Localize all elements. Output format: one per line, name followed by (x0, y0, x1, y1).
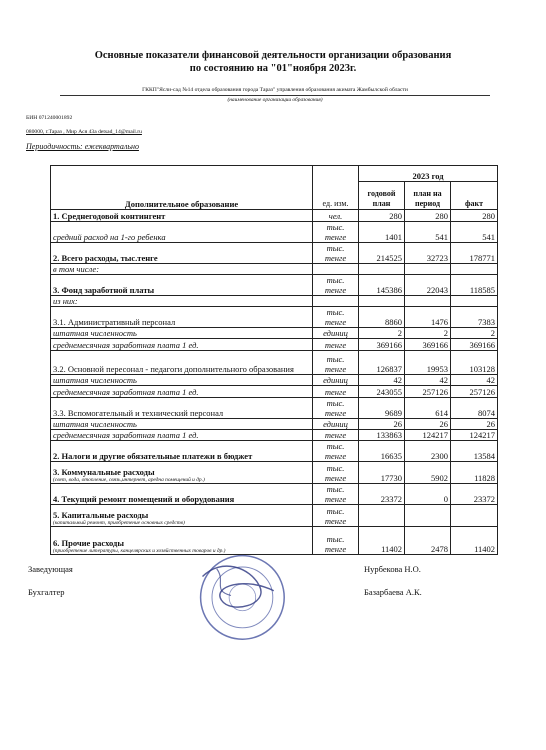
row-name: 5. Капитальные расходы (53, 509, 149, 520)
header-plan-year: годовой план (359, 182, 405, 210)
table-row (51, 243, 498, 264)
row-fact-value: 8074 (451, 398, 498, 419)
row-name: штатная численность (53, 375, 137, 385)
row-label (51, 339, 313, 351)
table-row (51, 484, 498, 505)
address-line: 080000, г.Тараз , Мир Ася 43а detsad_14@mail.ru (26, 129, 142, 135)
row-unit: тыс. тенге (313, 462, 359, 484)
financial-table (50, 165, 498, 555)
row-period-value: 280 (405, 210, 451, 222)
row-fact-value: 23372 (451, 484, 498, 505)
accountant-name: Базарбаева А.К. (364, 587, 422, 597)
row-fact-value: 124217 (451, 430, 498, 441)
table-row (51, 328, 498, 339)
table-row (51, 375, 498, 386)
row-plan-value: 42 (359, 375, 405, 386)
header-year: 2023 год (359, 166, 498, 182)
row-name: 1. Среднегодовой контингент (53, 211, 166, 221)
table-row (51, 264, 498, 275)
row-name: средний расход на 1-го ребенка (53, 232, 166, 242)
row-plan-value: 11402 (359, 527, 405, 555)
row-label (51, 210, 313, 222)
row-period-value: 42 (405, 375, 451, 386)
header-unit: ед. изм. (313, 166, 359, 210)
row-fact-value: 541 (451, 222, 498, 243)
row-plan-value: 17730 (359, 462, 405, 484)
table-row (51, 386, 498, 398)
row-period-value: 26 (405, 419, 451, 430)
row-fact-value: 103128 (451, 351, 498, 375)
row-unit: тыс. тенге (313, 484, 359, 505)
row-unit: единиц (313, 328, 359, 339)
row-label (51, 386, 313, 398)
row-name: 3.1. Административный персонал (53, 317, 176, 327)
row-name: 3.2. Основной пересонал - педагоги дополнительного образования (53, 364, 294, 374)
row-label (51, 419, 313, 430)
row-unit: единиц (313, 419, 359, 430)
table-row (51, 398, 498, 419)
row-period-value: 257126 (405, 386, 451, 398)
periodicity-label: Периодичность: ежеквартально (26, 142, 139, 151)
row-unit: тыс. тенге (313, 351, 359, 375)
row-plan-value: 1401 (359, 222, 405, 243)
organization-name: ГККП"Ясли-сад №14 отдела образования города Тараз" управления образования акимата Жамбылской области (60, 87, 490, 96)
row-plan-value (359, 264, 405, 275)
row-name: среднемесячная заработная плата 1 ед. (53, 340, 199, 350)
row-plan-value: 214525 (359, 243, 405, 264)
row-period-value: 369166 (405, 339, 451, 351)
row-name: штатная численность (53, 419, 137, 429)
row-period-value: 5902 (405, 462, 451, 484)
row-label (51, 351, 313, 375)
row-name: 4. Текущий ремонт помещений и оборудования (53, 494, 235, 504)
row-period-value: 2 (405, 328, 451, 339)
row-label (51, 430, 313, 441)
row-note: (капитальный ремонт, приобретение основных средств) (53, 519, 185, 526)
row-period-value (405, 505, 451, 527)
row-label (51, 328, 313, 339)
row-note: (свет, вода, отопление, связь,интернет, аредна помещений и др.) (53, 476, 205, 483)
row-period-value: 19953 (405, 351, 451, 375)
row-plan-value: 16635 (359, 441, 405, 462)
row-period-value: 1476 (405, 307, 451, 328)
header-plan-period: план на период (405, 182, 451, 210)
table-row (51, 339, 498, 351)
row-period-value (405, 264, 451, 275)
row-fact-value: 11402 (451, 527, 498, 555)
row-label (51, 441, 313, 462)
bin-number: БИН 071240001892 (26, 115, 73, 121)
row-name: 3. Фонд заработной платы (53, 285, 155, 295)
table-row (51, 419, 498, 430)
row-plan-value: 145386 (359, 275, 405, 296)
row-plan-value: 26 (359, 419, 405, 430)
row-plan-value: 243055 (359, 386, 405, 398)
row-unit: тенге (313, 430, 359, 441)
row-unit: единиц (313, 375, 359, 386)
row-unit: чел. (313, 210, 359, 222)
row-fact-value: 369166 (451, 339, 498, 351)
row-unit: тыс. тенге (313, 398, 359, 419)
head-title: Заведующая (28, 564, 73, 574)
row-fact-value: 118585 (451, 275, 498, 296)
table-row (51, 505, 498, 527)
row-period-value: 22043 (405, 275, 451, 296)
row-plan-value: 9689 (359, 398, 405, 419)
row-fact-value: 42 (451, 375, 498, 386)
row-unit: тенге (313, 386, 359, 398)
table-row (51, 307, 498, 328)
row-label (51, 505, 313, 527)
row-fact-value (451, 505, 498, 527)
row-name: 2. Налоги и другие обязательные платежи в бюджет (53, 451, 253, 461)
row-name: в том числе: (53, 264, 100, 274)
row-name: 6. Прочие расходы (53, 537, 124, 548)
row-plan-value: 126837 (359, 351, 405, 375)
table-row (51, 296, 498, 307)
table-row (51, 441, 498, 462)
row-name: 3.3. Вспомогательный и технический персонал (53, 408, 224, 418)
row-plan-value (359, 296, 405, 307)
table-row (51, 351, 498, 375)
row-plan-value: 2 (359, 328, 405, 339)
row-label (51, 275, 313, 296)
row-unit: тенге (313, 339, 359, 351)
row-label (51, 375, 313, 386)
table-row (51, 275, 498, 296)
row-note: (приобретение литературы, канцелярских и хозяйственных товаров и др.) (53, 547, 226, 554)
row-period-value: 0 (405, 484, 451, 505)
table-row (51, 462, 498, 484)
row-unit: тыс. тенге (313, 505, 359, 527)
row-unit (313, 264, 359, 275)
row-label (51, 398, 313, 419)
row-plan-value (359, 505, 405, 527)
row-fact-value: 11828 (451, 462, 498, 484)
document-title (0, 49, 546, 75)
row-name: среднемесячная заработная плата 1 ед. (53, 387, 199, 397)
row-label (51, 307, 313, 328)
row-unit (313, 296, 359, 307)
row-name: 3. Коммунальные расходы (53, 466, 155, 477)
row-fact-value: 7383 (451, 307, 498, 328)
row-period-value: 614 (405, 398, 451, 419)
row-unit: тыс. тенге (313, 441, 359, 462)
accountant-title: Бухгалтер (28, 587, 65, 597)
round-seal-icon (193, 548, 288, 643)
head-name: Нурбекова Н.О. (364, 564, 421, 574)
row-fact-value: 26 (451, 419, 498, 430)
row-fact-value: 2 (451, 328, 498, 339)
row-label (51, 484, 313, 505)
row-unit: тыс. тенге (313, 275, 359, 296)
title-line-2: по состоянию на "01"ноября 2023г. (189, 63, 357, 74)
row-unit: тыс. тенге (313, 527, 359, 555)
table-row (51, 430, 498, 441)
row-fact-value (451, 296, 498, 307)
row-plan-value: 8860 (359, 307, 405, 328)
row-fact-value: 13584 (451, 441, 498, 462)
row-fact-value: 178771 (451, 243, 498, 264)
row-plan-value: 369166 (359, 339, 405, 351)
row-unit: тыс. тенге (313, 307, 359, 328)
row-period-value: 541 (405, 222, 451, 243)
row-fact-value (451, 264, 498, 275)
title-line-1: Основные показатели финансовой деятельности организации образования (94, 50, 452, 61)
row-plan-value: 280 (359, 210, 405, 222)
row-label (51, 243, 313, 264)
row-label (51, 264, 313, 275)
row-period-value (405, 296, 451, 307)
row-name: из них: (53, 296, 78, 306)
row-plan-value: 23372 (359, 484, 405, 505)
row-name: 2. Всего расходы, тыс.тенге (53, 253, 158, 263)
row-plan-value: 133863 (359, 430, 405, 441)
table-row (51, 222, 498, 243)
row-label (51, 222, 313, 243)
row-fact-value: 257126 (451, 386, 498, 398)
row-unit: тыс. тенге (313, 243, 359, 264)
row-unit: тыс. тенге (313, 222, 359, 243)
organization-caption: (наименование организации образования) (227, 97, 323, 103)
row-name: среднемесячная заработная плата 1 ед. (53, 430, 199, 440)
row-period-value: 2300 (405, 441, 451, 462)
row-label (51, 296, 313, 307)
header-fact: факт (451, 182, 498, 210)
row-period-value: 124217 (405, 430, 451, 441)
organization-block (60, 87, 490, 104)
row-name: штатная численность (53, 328, 137, 338)
row-fact-value: 280 (451, 210, 498, 222)
row-period-value: 32723 (405, 243, 451, 264)
table-row (51, 210, 498, 222)
row-label (51, 462, 313, 484)
header-name: Дополнительное образование (51, 166, 313, 210)
row-period-value: 2478 (405, 527, 451, 555)
